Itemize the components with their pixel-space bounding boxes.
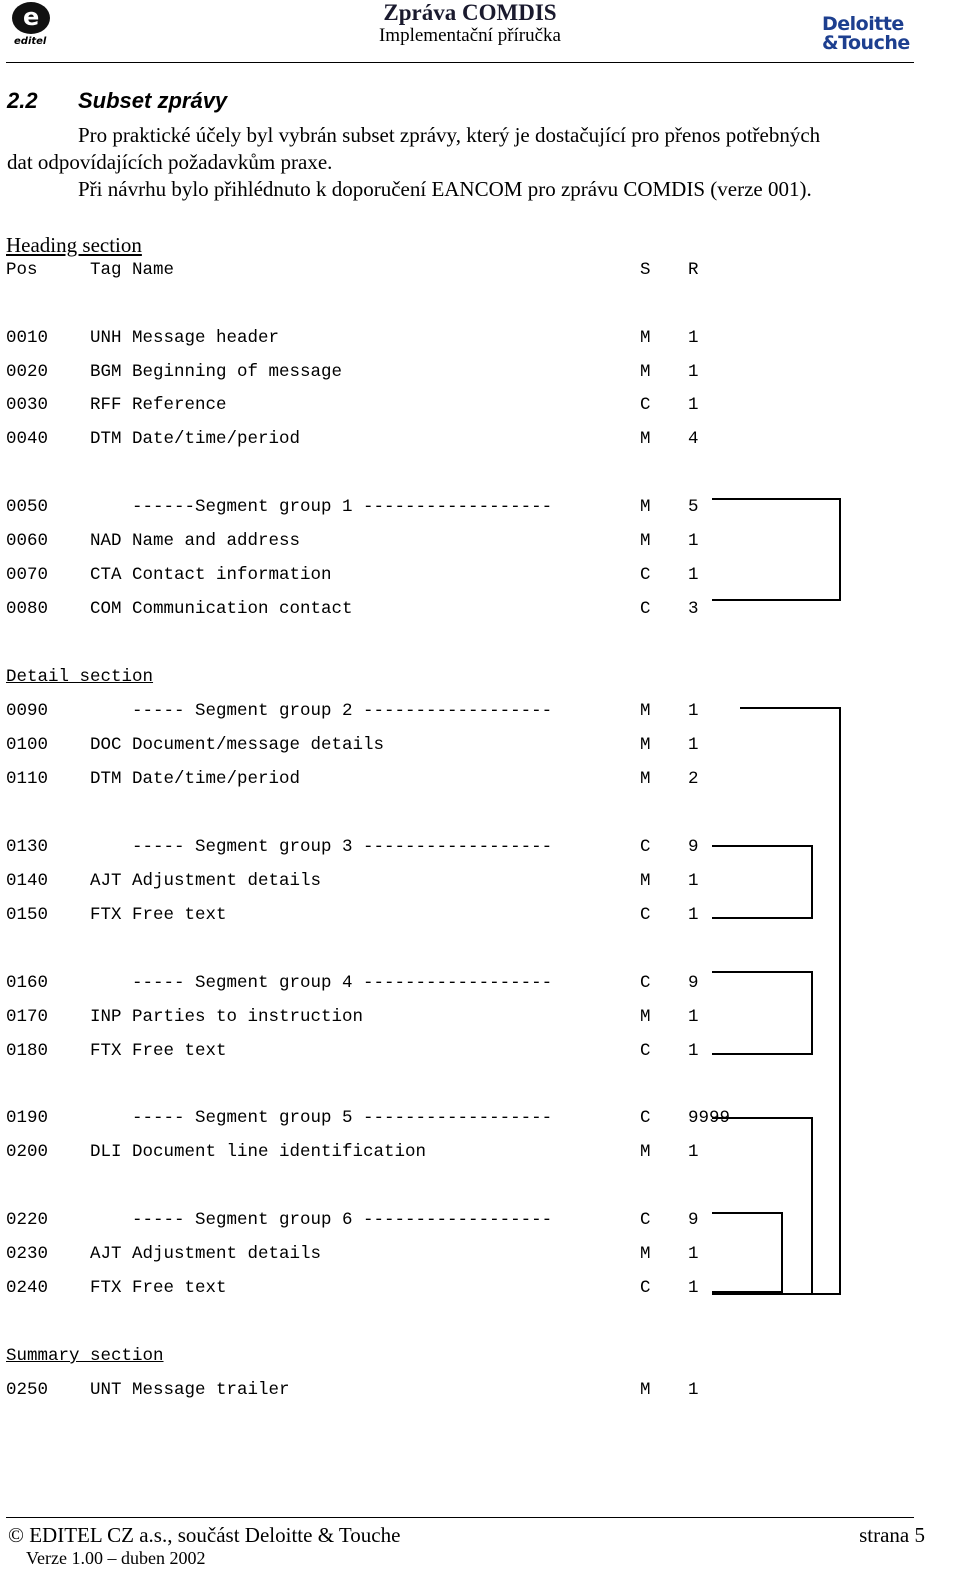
row-0200-r: 1 [688,1142,699,1162]
row-0190-pos: 0190 [6,1108,49,1128]
row-0230-text: AJT Adjustment details [90,1244,322,1264]
row-0100-text: DOC Document/message details [90,735,385,755]
row-0110-text: DTM Date/time/period [90,769,301,789]
row-0060-text: NAD Name and address [90,531,301,551]
row-0230-s: M [640,1244,651,1264]
row-0220-text: ----- Segment group 6 ------------------ [90,1210,553,1230]
row-0080-r: 3 [688,599,699,619]
row-0140-text: AJT Adjustment details [90,871,322,891]
row-0090-s: M [640,701,651,721]
bracket-group-6 [712,1213,782,1292]
row-0080-pos: 0080 [6,599,49,619]
section-number: 2.2 [7,88,38,113]
footer-page-number: strana 5 [859,1523,925,1547]
row-0150-r: 1 [688,905,699,925]
row-0170-pos: 0170 [6,1007,49,1027]
row-0010-pos: 0010 [6,328,49,348]
row-0030-pos: 0030 [6,395,49,415]
row-0180-pos: 0180 [6,1041,49,1061]
section-title: Subset zprávy [78,88,228,113]
row-0170-s: M [640,1007,651,1027]
document-subtitle: Implementační příručka [378,25,561,46]
row-0170-text: INP Parties to instruction [90,1007,364,1027]
row-0040-r: 4 [688,429,699,449]
row-0220-r: 9 [688,1210,699,1230]
row-0100-s: M [640,735,651,755]
row-0100-pos: 0100 [6,735,49,755]
col-header-pos: Pos [6,260,38,280]
row-0090-r: 1 [688,701,699,721]
summary-section-label: Summary section [6,1346,164,1366]
bracket-group-5 [712,1118,812,1294]
intro-paragraph-line1: Pro praktické účely byl vybrán subset zprávy, který je dostačující pro přenos potřebných [78,123,821,147]
row-0140-pos: 0140 [6,871,49,891]
editel-logo-mark: e [12,2,50,34]
row-0140-s: M [640,871,651,891]
row-0200-pos: 0200 [6,1142,49,1162]
row-0240-s: C [640,1278,651,1298]
row-0060-pos: 0060 [6,531,49,551]
row-0140-r: 1 [688,871,699,891]
document-title: Zpráva COMDIS [383,0,557,25]
row-0190-s: C [640,1108,651,1128]
row-0030-s: C [640,395,651,415]
col-header-tag-name: Tag Name [90,260,175,280]
row-0180-r: 1 [688,1041,699,1061]
row-0250-r: 1 [688,1380,699,1400]
row-0160-text: ----- Segment group 4 ------------------ [90,973,553,993]
row-0240-pos: 0240 [6,1278,49,1298]
row-0150-text: FTX Free text [90,905,227,925]
row-0050-text: ------Segment group 1 ------------------ [90,497,553,517]
row-0090-text: ----- Segment group 2 ------------------ [90,701,553,721]
row-0090-pos: 0090 [6,701,49,721]
row-0080-s: C [640,599,651,619]
row-0250-text: UNT Message trailer [90,1380,290,1400]
deloitte-logo-line1: Deloitte [822,13,904,35]
row-0040-pos: 0040 [6,429,49,449]
bracket-group-1 [712,499,840,600]
row-0110-s: M [640,769,651,789]
row-0220-pos: 0220 [6,1210,49,1230]
row-0100-r: 1 [688,735,699,755]
footer-version: Verze 1.00 – duben 2002 [26,1548,206,1568]
row-0060-r: 1 [688,531,699,551]
row-0130-r: 9 [688,837,699,857]
row-0190-r: 9999 [688,1108,731,1128]
bracket-group-2 [712,708,840,1294]
row-0130-text: ----- Segment group 3 ------------------ [90,837,553,857]
row-0020-text: BGM Beginning of message [90,362,343,382]
row-0220-s: C [640,1210,651,1230]
row-0230-pos: 0230 [6,1244,49,1264]
row-0020-s: M [640,362,651,382]
row-0060-s: M [640,531,651,551]
row-0230-r: 1 [688,1244,699,1264]
footer-divider [6,1517,914,1518]
row-0110-r: 2 [688,769,699,789]
row-0150-s: C [640,905,651,925]
col-header-r: R [688,260,699,280]
row-0080-text: COM Communication contact [90,599,353,619]
row-0200-text: DLI Document line identification [90,1142,427,1162]
row-0070-text: CTA Contact information [90,565,332,585]
deloitte-logo-line2: &Touche [822,32,910,54]
row-0190-text: ----- Segment group 5 ------------------ [90,1108,553,1128]
row-0170-r: 1 [688,1007,699,1027]
bracket-group-3 [712,846,812,918]
row-0200-s: M [640,1142,651,1162]
row-0020-pos: 0020 [6,362,49,382]
row-0110-pos: 0110 [6,769,49,789]
col-header-s: S [640,260,651,280]
bracket-group-4 [712,972,812,1054]
row-0180-s: C [640,1041,651,1061]
row-0070-s: C [640,565,651,585]
row-0160-r: 9 [688,973,699,993]
editel-logo-text: editel [14,36,47,47]
intro-paragraph-line2: dat odpovídajících požadavkům praxe. [7,150,333,174]
row-0070-pos: 0070 [6,565,49,585]
row-0240-r: 1 [688,1278,699,1298]
row-0250-s: M [640,1380,651,1400]
row-0250-pos: 0250 [6,1380,49,1400]
row-0030-text: RFF Reference [90,395,227,415]
row-0180-text: FTX Free text [90,1041,227,1061]
row-0160-s: C [640,973,651,993]
footer-copyright: © EDITEL CZ a.s., součást Deloitte & Touche [8,1523,401,1547]
row-0130-pos: 0130 [6,837,49,857]
row-0040-text: DTM Date/time/period [90,429,301,449]
intro-paragraph-2: Při návrhu bylo přihlédnuto k doporučení EANCOM pro zprávu COMDIS (verze 001). [78,177,812,201]
row-0050-r: 5 [688,497,699,517]
row-0050-s: M [640,497,651,517]
row-0040-s: M [640,429,651,449]
heading-section-label: Heading section [6,233,142,257]
row-0020-r: 1 [688,362,699,382]
row-0070-r: 1 [688,565,699,585]
row-0010-text: UNH Message header [90,328,280,348]
row-0160-pos: 0160 [6,973,49,993]
row-0010-s: M [640,328,651,348]
row-0050-pos: 0050 [6,497,49,517]
detail-section-label: Detail section [6,667,154,687]
row-0240-text: FTX Free text [90,1278,227,1298]
row-0010-r: 1 [688,328,699,348]
row-0150-pos: 0150 [6,905,49,925]
row-0030-r: 1 [688,395,699,415]
row-0130-s: C [640,837,651,857]
